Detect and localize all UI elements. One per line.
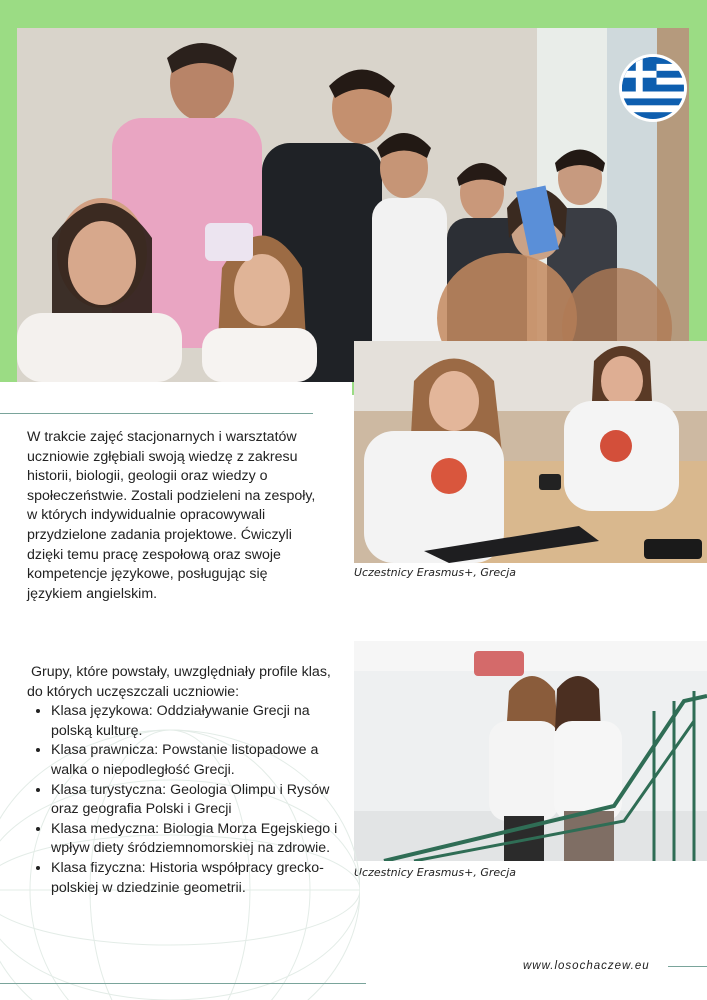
band-notch [0, 382, 352, 395]
intro-paragraph: W trakcie zajęć stacjonarnych i warsztatów uczniowie zgłębiali swoją wiedzę z zakresu historii, biologii, geologii oraz wiedzy o społeczeństwie. Zostali podzieleni na zespoły, w których indywidualnie opracowywali przydzielone zadania projektowe. Ćwiczyli dzięki temu pracę zespołową oraz swoje kompetencje językowe, posługując się językiem angielskim. [27, 429, 316, 602]
students-stairs-photo [354, 641, 707, 861]
greek-flag-icon [622, 57, 684, 119]
list-item: • Klasa językowa: Oddziaływanie Grecji na polską kulturę. [51, 702, 349, 741]
divider-line [0, 983, 366, 984]
list-item: • Klasa prawnicza: Powstanie listopadowe a walka o niepodległość Grecji. [51, 741, 349, 780]
divider-line [668, 966, 707, 967]
groups-intro: Grupy, które powstały, uwzględniały profile klas, do których uczęszczali uczniowie: [27, 664, 335, 700]
list-item: • Klasa medyczna: Biologia Morza Egejskiego i wpływ diety śródziemnomorskiej na zdrowie. [51, 820, 349, 859]
groups-list [27, 702, 349, 898]
list-item: • Klasa fizyczna: Historia współpracy grecko-polskiej w dziedzinie geometrii. [51, 859, 349, 898]
divider-line [0, 413, 313, 414]
group-photo-students [17, 28, 689, 382]
photo-caption: Uczestnicy Erasmus+, Grecja [354, 566, 516, 579]
list-item: • Klasa turystyczna: Geologia Olimpu i Rysów oraz geografia Polski i Grecji [51, 781, 349, 820]
groups-section [27, 663, 349, 898]
website-link[interactable]: www.losochaczew.eu [523, 960, 650, 972]
students-laptop-photo [354, 341, 707, 563]
photo-caption: Uczestnicy Erasmus+, Grecja [354, 866, 516, 879]
